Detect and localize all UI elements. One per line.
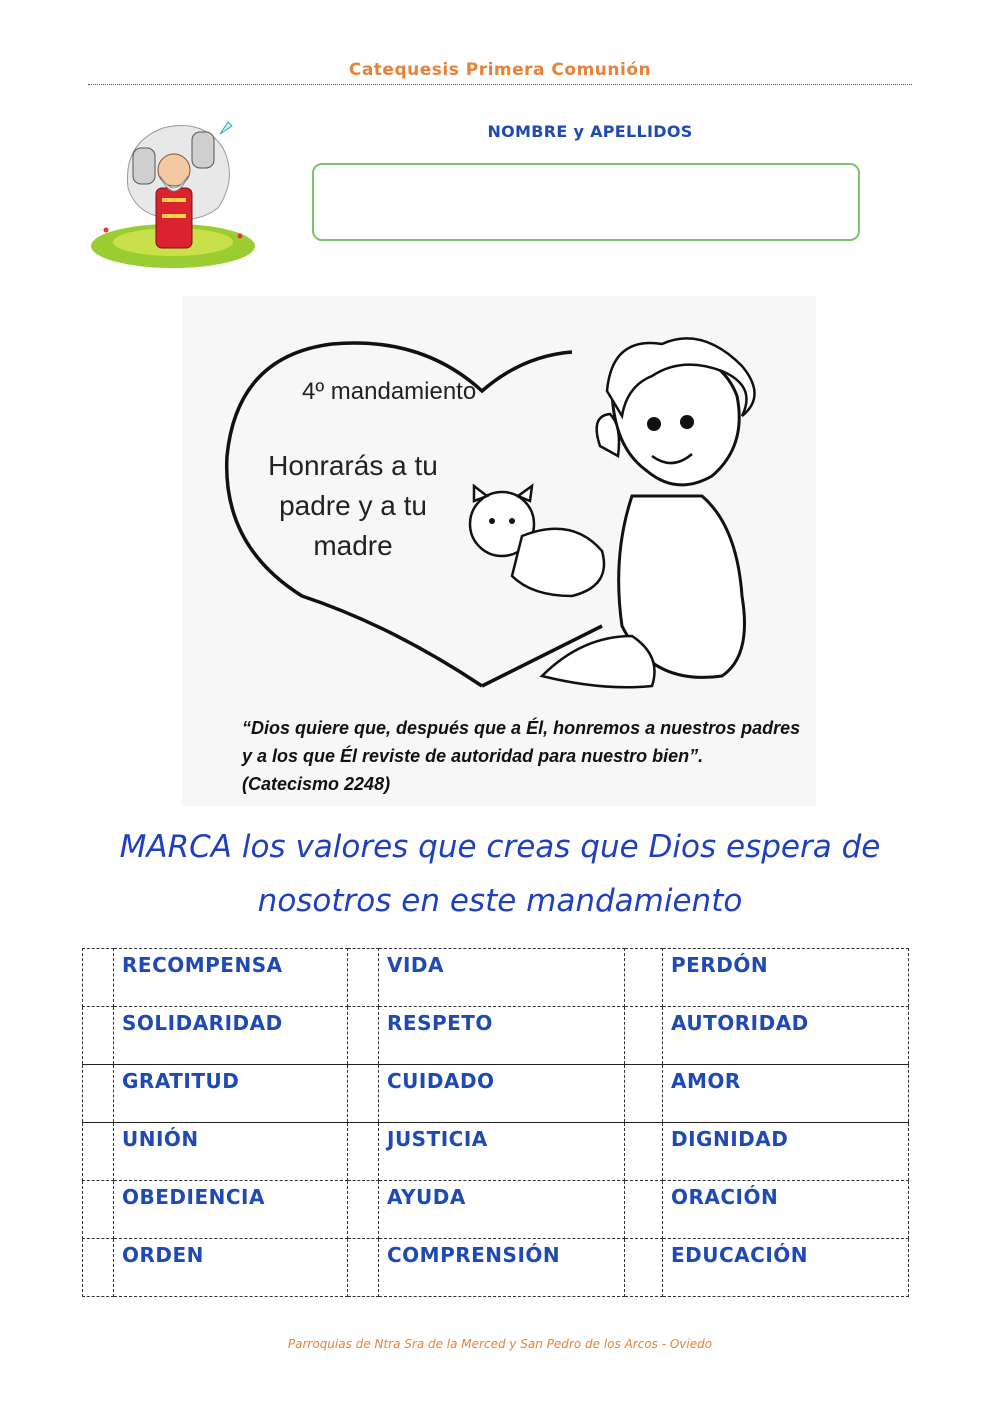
checkbox-cell[interactable] <box>83 1239 114 1297</box>
value-cell: AMOR <box>663 1065 909 1123</box>
value-cell: OBEDIENCIA <box>114 1181 348 1239</box>
value-cell: ORDEN <box>114 1239 348 1297</box>
moses-tablets-illustration <box>88 118 258 268</box>
value-cell: COMPRENSIÓN <box>379 1239 625 1297</box>
checkbox-cell[interactable] <box>83 1181 114 1239</box>
checkbox-cell[interactable] <box>83 949 114 1007</box>
value-cell: GRATITUD <box>114 1065 348 1123</box>
instruction-text: MARCA los valores que creas que Dios espera de nosotros en este mandamiento <box>119 829 881 919</box>
value-cell: VIDA <box>379 949 625 1007</box>
checkbox-cell[interactable] <box>348 1123 379 1181</box>
checkbox-cell[interactable] <box>348 1065 379 1123</box>
value-cell: CUIDADO <box>379 1065 625 1123</box>
checkbox-cell[interactable] <box>625 1123 663 1181</box>
checkbox-cell[interactable] <box>83 1065 114 1123</box>
checkbox-cell[interactable] <box>348 1181 379 1239</box>
catechism-quote: “Dios quiere que, después que a Él, honremos a nuestros padres y a los que Él reviste de autoridad para nuestro bien”. (Catecismo 2248) <box>242 718 801 794</box>
value-cell: AUTORIDAD <box>663 1007 909 1065</box>
values-checklist-table <box>82 948 909 1297</box>
table-row <box>83 1123 909 1181</box>
table-row <box>83 1239 909 1297</box>
checkbox-cell[interactable] <box>83 1123 114 1181</box>
name-input-box[interactable] <box>312 163 860 241</box>
page-footer: Parroquias de Ntra Sra de la Merced y San Pedro de los Arcos - Oviedo <box>287 1337 713 1351</box>
commandment-illustration <box>182 296 816 806</box>
value-cell: AYUDA <box>379 1181 625 1239</box>
header-divider <box>88 84 912 85</box>
value-cell: PERDÓN <box>663 949 909 1007</box>
checkbox-cell[interactable] <box>625 1239 663 1297</box>
checkbox-cell[interactable] <box>348 949 379 1007</box>
checkbox-cell[interactable] <box>625 949 663 1007</box>
checkbox-cell[interactable] <box>348 1239 379 1297</box>
checkbox-cell[interactable] <box>83 1007 114 1065</box>
value-cell: ORACIÓN <box>663 1181 909 1239</box>
checkbox-cell[interactable] <box>625 1065 663 1123</box>
value-cell: UNIÓN <box>114 1123 348 1181</box>
value-cell: RESPETO <box>379 1007 625 1065</box>
commandment-text: Honrarás a tu padre y a tu madre <box>268 450 438 561</box>
commandment-number: 4º mandamiento <box>302 378 477 405</box>
value-cell: SOLIDARIDAD <box>114 1007 348 1065</box>
checkbox-cell[interactable] <box>625 1007 663 1065</box>
value-cell: DIGNIDAD <box>663 1123 909 1181</box>
value-cell: EDUCACIÓN <box>663 1239 909 1297</box>
table-row <box>83 949 909 1007</box>
name-field-label: NOMBRE y APELLIDOS <box>487 122 693 141</box>
table-row <box>83 1065 909 1123</box>
checkbox-cell[interactable] <box>625 1181 663 1239</box>
checkbox-cell[interactable] <box>348 1007 379 1065</box>
value-cell: RECOMPENSA <box>114 949 348 1007</box>
page-header-title: Catequesis Primera Comunión <box>348 60 652 80</box>
table-row <box>83 1007 909 1065</box>
value-cell: JUSTICIA <box>379 1123 625 1181</box>
table-row <box>83 1181 909 1239</box>
